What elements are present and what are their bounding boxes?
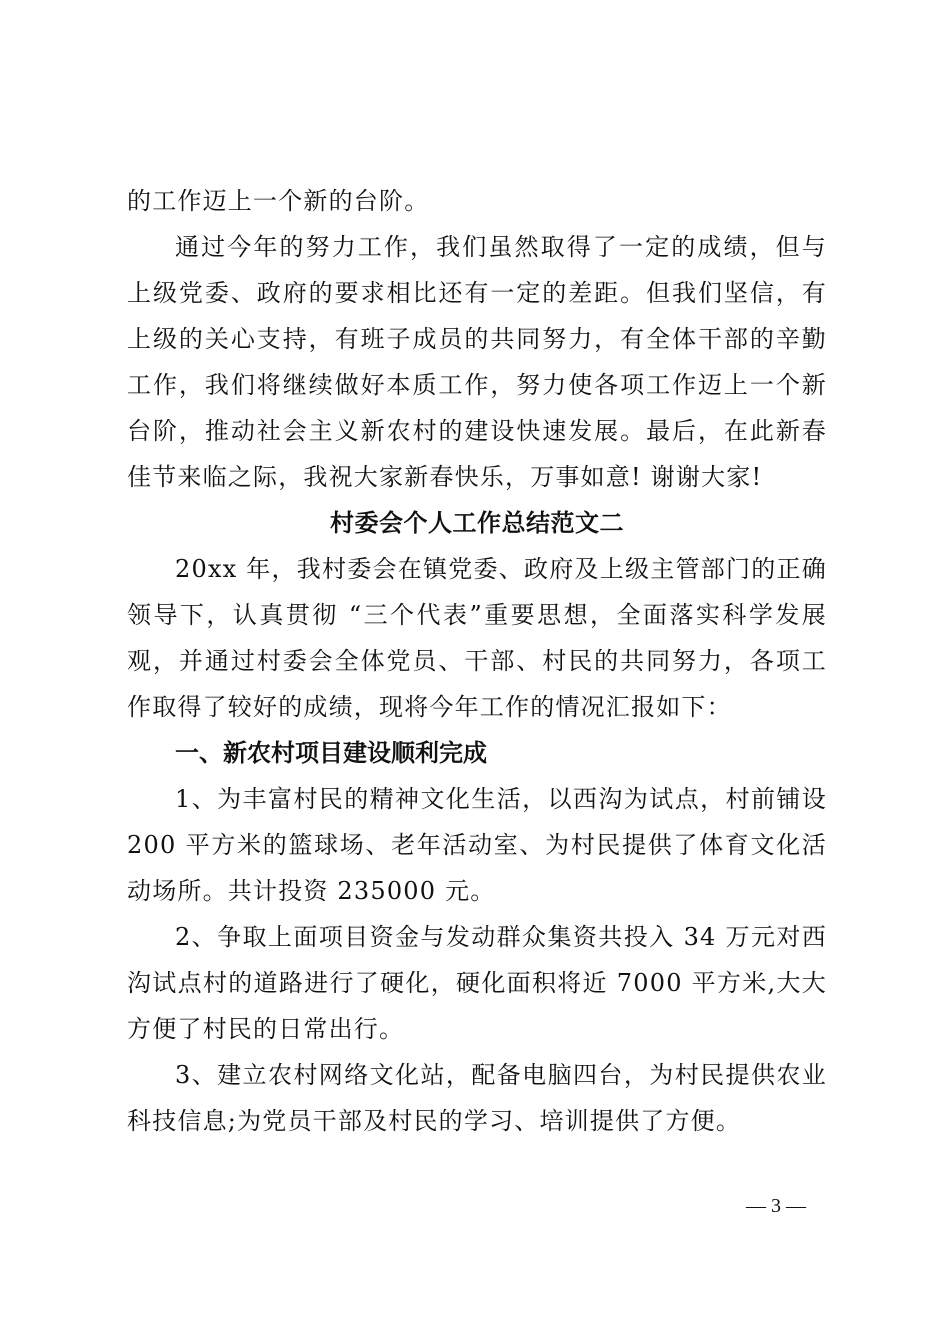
section-title: 村委会个人工作总结范文二 <box>330 508 624 537</box>
paragraph-closing-remarks: 通过今年的努力工作，我们虽然取得了一定的成绩，但与上级党委、政府的要求相比还有一定的差距。但我们坚信，有上级的关心支持，有班子成员的共同努力，有全体干部的辛勤工作，我们将继续做好本质工作，努力使各项工作迈上一个新台阶，推动社会主义新农村的建设快速发展。最后，在此新春佳节来临之际，我祝大家新春快乐，万事如意! 谢谢大家! <box>127 233 827 491</box>
page-number: — 3 — <box>746 1195 806 1217</box>
paragraph-continuation: 的工作迈上一个新的台阶。 <box>127 187 430 215</box>
paragraph-item-1: 1、为丰富村民的精神文化生活，以西沟为试点，村前铺设200 平方米的篮球场、老年活动室、为村民提供了体育文化活动场所。共计投资 235000 元。 <box>127 785 827 905</box>
paragraph-intro: 20xx 年，我村委会在镇党委、政府及上级主管部门的正确领导下，认真贯彻 “三个代表”重要思想，全面落实科学发展观，并通过村委会全体党员、干部、村民的共同努力，各项工作取得了较好的成绩，现将今年工作的情况汇报如下： <box>127 555 827 721</box>
document-body <box>127 178 827 1144</box>
subheading-new-rural-projects: 一、新农村项目建设顺利完成 <box>175 739 487 767</box>
paragraph-item-2: 2、争取上面项目资金与发动群众集资共投入 34 万元对西沟试点村的道路进行了硬化，硬化面积将近 7000 平方米,大大方便了村民的日常出行。 <box>127 923 827 1043</box>
paragraph-item-3: 3、建立农村网络文化站，配备电脑四台，为村民提供农业科技信息;为党员干部及村民的学习、培训提供了方便。 <box>127 1061 827 1135</box>
